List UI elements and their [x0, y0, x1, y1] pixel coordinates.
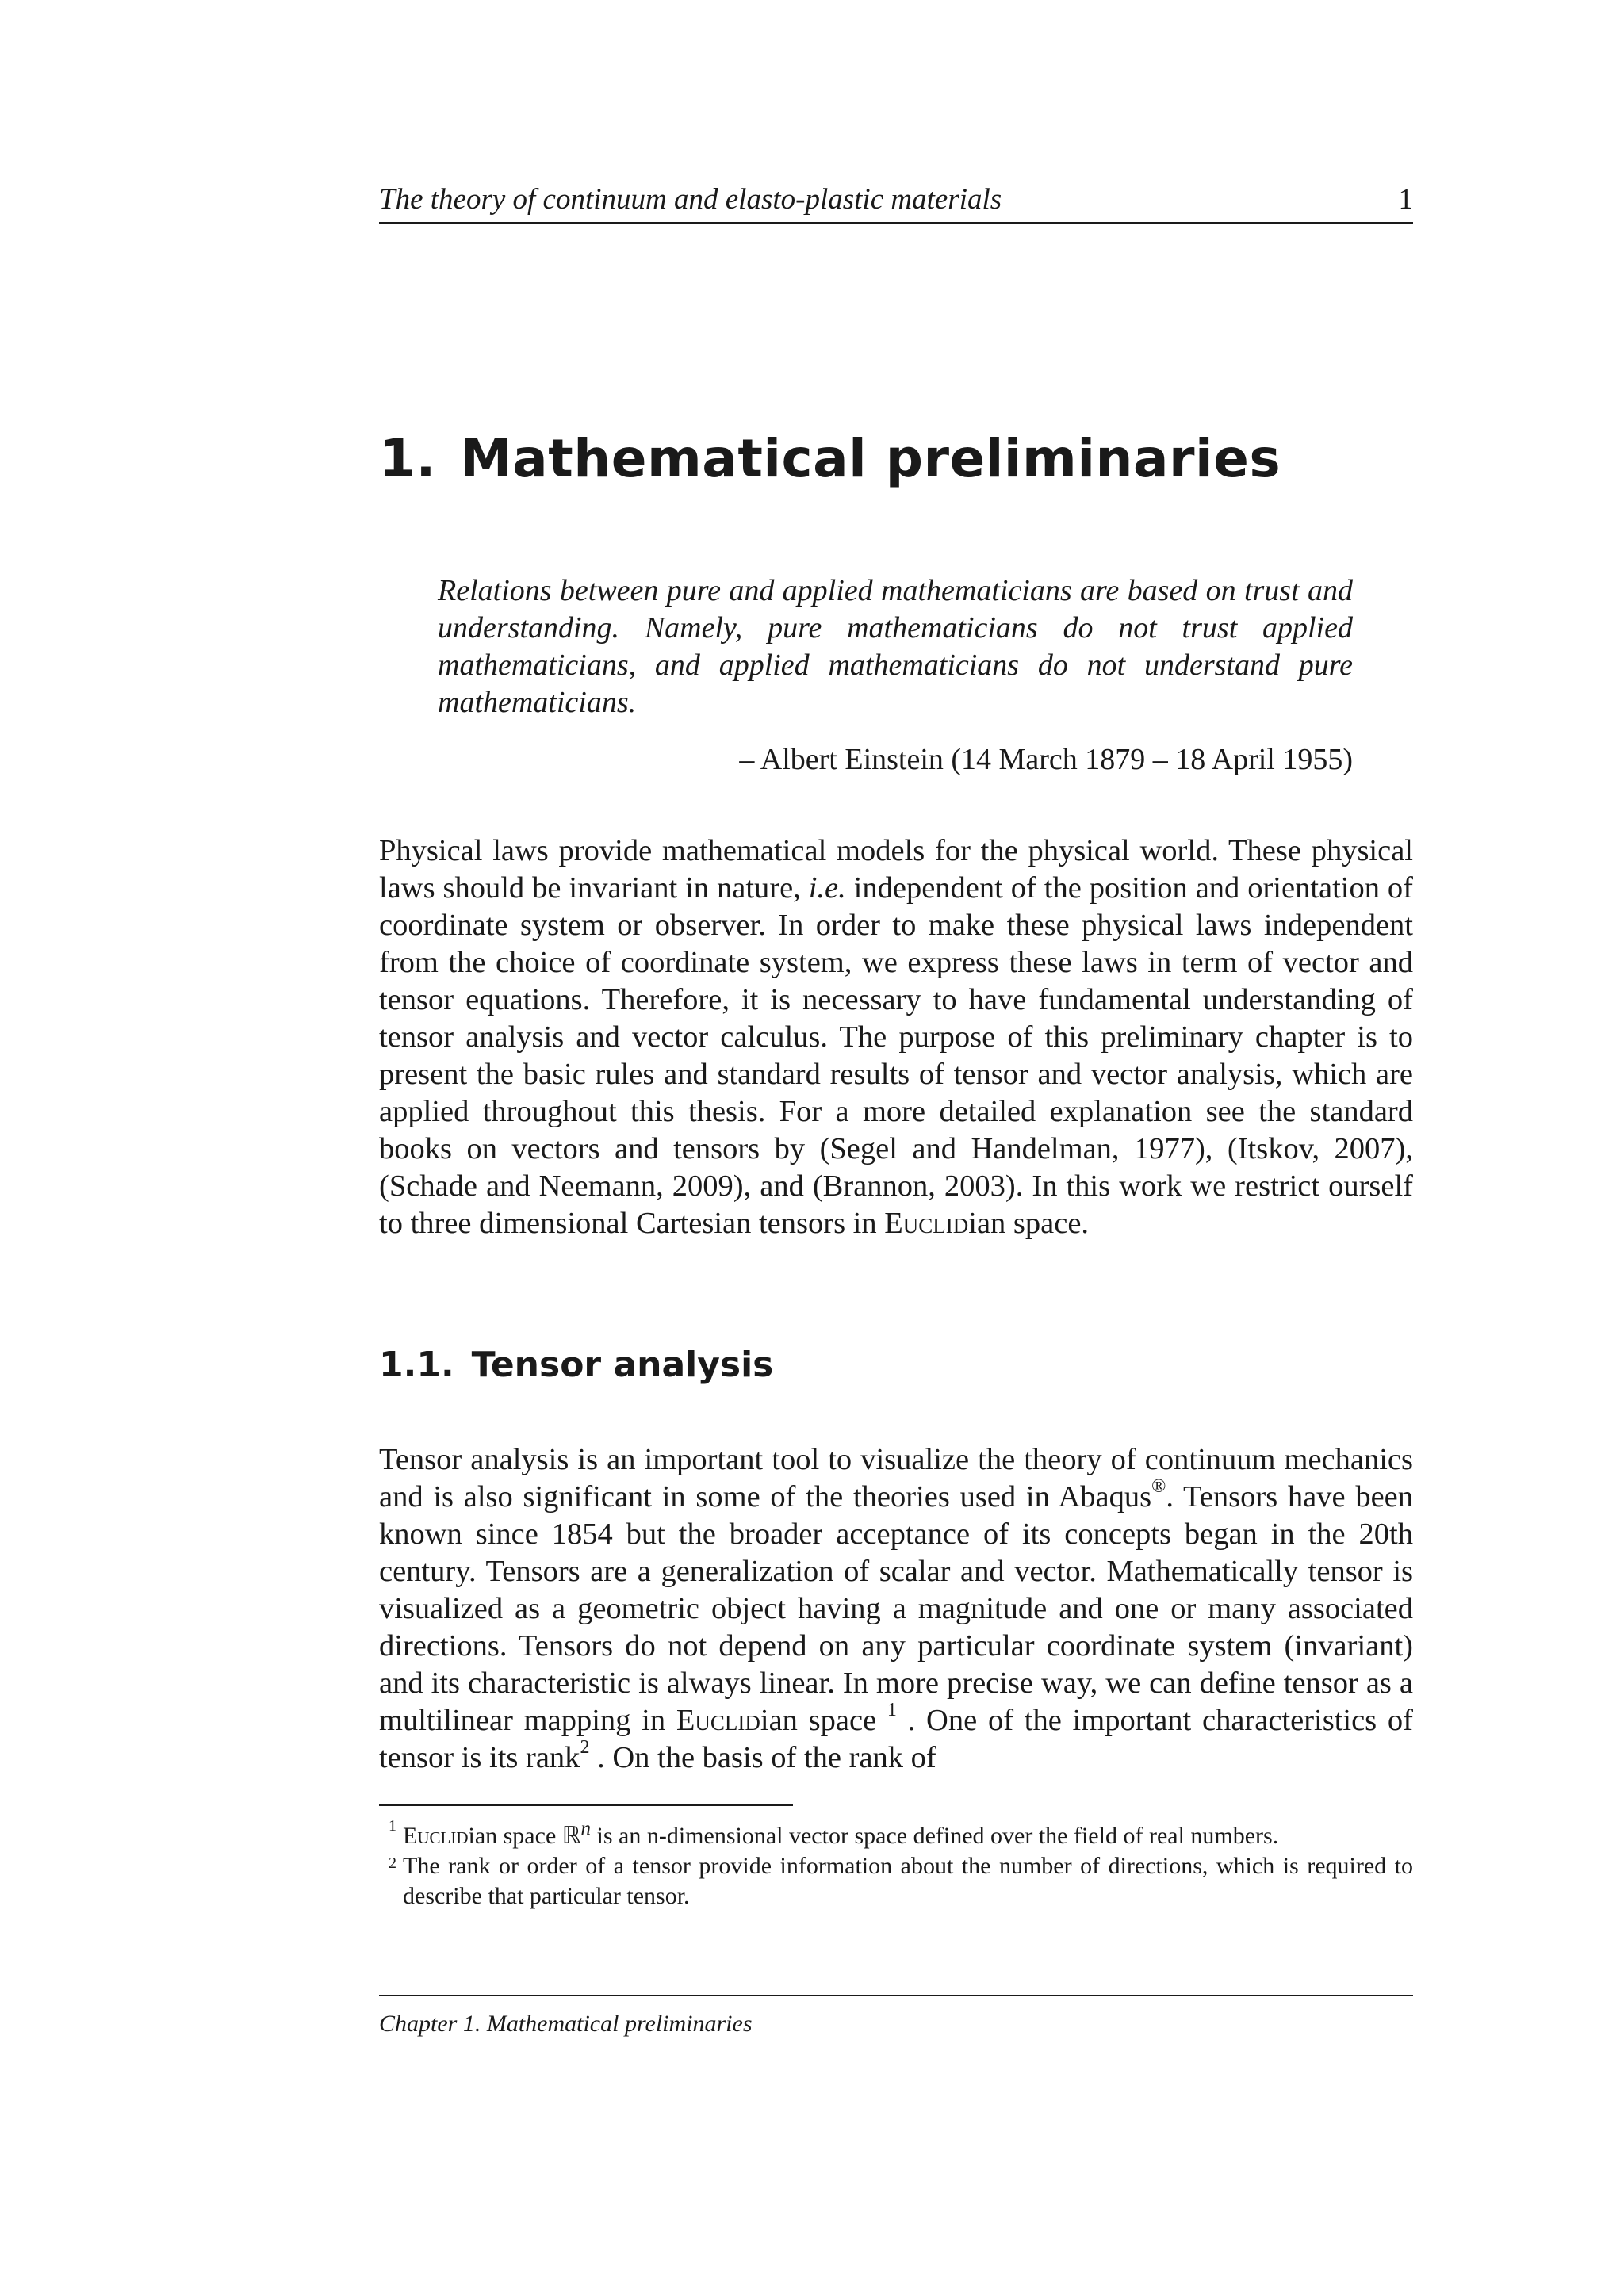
- footnote-rule: [379, 1804, 793, 1806]
- intro-ie: i.e.: [808, 871, 846, 905]
- epigraph-quote: Relations between pure and applied mathematicians are based on trust and understanding. Namely, pure mathematicians do not trust applied mathematicians, and applied mathematicians do not understand pure mathematicians.: [438, 574, 1353, 719]
- footnote-mark-1: 1: [389, 1817, 396, 1835]
- registered-mark: ®: [1151, 1476, 1166, 1498]
- tensor-text-d: . One of the important characteristics of tensor is its rank: [379, 1704, 1413, 1774]
- running-title: The theory of continuum and elasto-plastic materials: [379, 183, 1002, 216]
- page: [379, 0, 1413, 2296]
- footnote-mark-2: 2: [389, 1854, 396, 1872]
- footnote-1-sup: n: [580, 1818, 592, 1839]
- tensor-paragraph: [379, 1441, 1413, 1777]
- tensor-euclid: Euclid: [676, 1704, 760, 1737]
- tensor-text-c: ian space: [760, 1704, 887, 1737]
- chapter-number: 1.: [379, 428, 436, 489]
- footnote-2: [379, 1851, 1413, 1911]
- section-number: 1.1.: [379, 1345, 454, 1385]
- footnote-1-text-b: is an n-dimensional vector space defined over the field of real numbers.: [591, 1823, 1279, 1849]
- intro-text-c: ian space.: [968, 1207, 1090, 1240]
- tensor-text-e: . On the basis of the rank of: [589, 1741, 936, 1774]
- footnote-2-text: The rank or order of a tensor provide information about the number of directions, which is required to describe that particular tensor.: [403, 1853, 1413, 1909]
- footnotes: [379, 1814, 1413, 1911]
- footnote-1-text-a: ian space: [468, 1823, 562, 1849]
- footnote-ref-1[interactable]: 1: [887, 1700, 897, 1721]
- running-footer: [379, 1995, 1413, 2037]
- section-heading: [379, 1345, 773, 1385]
- section-title: Tensor analysis: [471, 1345, 774, 1385]
- tensor-text-b: . Tensors have been known since 1854 but the broader acceptance of its concepts began in the 20th century. Tensors are a generalization of scalar and vector. Mathematically tensor is visualized as a geometric object having a magnitude and one or many associated directions. Tensors do not depend on any particular coordinate system (invariant) and its characteristic is always linear. In more precise way, we can define tensor as a multilinear mapping in: [379, 1480, 1413, 1737]
- intro-text-a: Physical laws provide mathematical models for the physical world. These physical laws should be invariant in nature,: [379, 834, 1413, 905]
- epigraph-attribution: – Albert Einstein (14 March 1879 – 18 April 1955): [739, 743, 1353, 776]
- running-header: [379, 179, 1413, 224]
- footnote-ref-2[interactable]: 2: [580, 1737, 590, 1758]
- chapter-title: Mathematical preliminaries: [460, 428, 1281, 489]
- real-numbers-symbol: ℝ: [561, 1823, 581, 1849]
- chapter-heading: [379, 428, 1281, 489]
- intro-paragraph: [379, 832, 1413, 1242]
- intro-text-b: independent of the position and orientation of coordinate system or observer. In order to make these physical laws independent from the choice of coordinate system, we express these laws in term of vector and tensor equations. Therefore, it is necessary to have fundamental understanding of tensor analysis and vector calculus. The purpose of this preliminary chapter is to present the basic rules and standard results of tensor and vector analysis, which are applied throughout this thesis. For a more detailed explanation see the standard books on vectors and tensors by (Segel and Handelman, 1977), (Itskov, 2007), (Schade and Neemann, 2009), and (Brannon, 2003). In this work we restrict ourself to three dimensional Cartesian tensors in: [379, 871, 1413, 1240]
- running-chapter: Chapter 1. Mathematical preliminaries: [379, 2011, 753, 2037]
- footnote-1-euclid: Euclid: [403, 1823, 469, 1849]
- page-number: 1: [1398, 183, 1413, 216]
- tensor-text-a: Tensor analysis is an important tool to visualize the theory of continuum mechanics and is also significant in some of the theories used in Abaqus: [379, 1443, 1413, 1513]
- intro-euclid: Euclid: [884, 1207, 969, 1240]
- footnote-1: [379, 1814, 1413, 1851]
